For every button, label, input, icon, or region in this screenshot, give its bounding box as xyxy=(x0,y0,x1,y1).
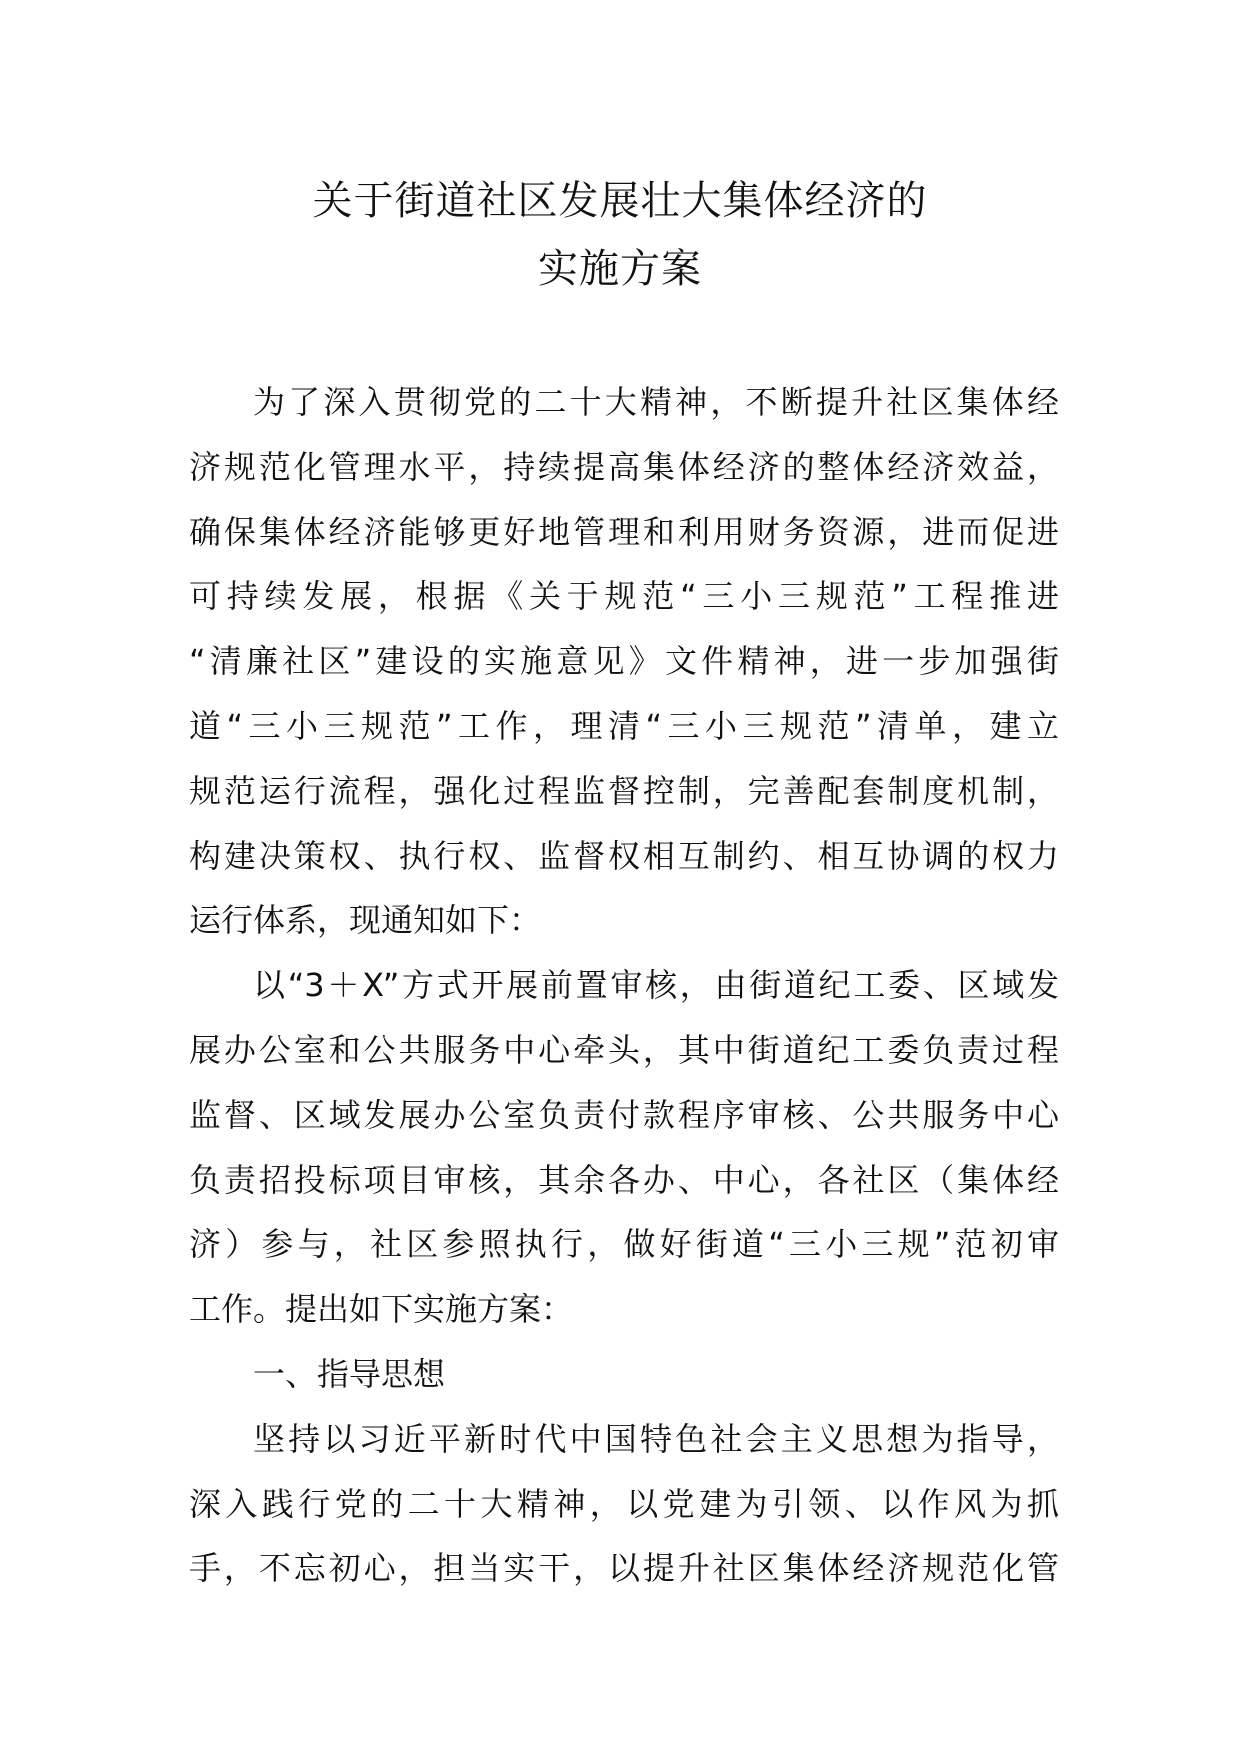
paragraph-3-line-1: 坚持以习近平新时代中国特色社会主义思想为指导， xyxy=(253,1419,1059,1458)
paragraph-1-line-1: 为了深入贯彻党的二十大精神，不断提升社区集体经 xyxy=(253,383,1059,421)
section-heading-guiding-ideology: 一、指导思想 xyxy=(253,1354,446,1393)
paragraph-1-line-6: 道“三小三规范”工作，理清“三小三规范”清单，建立 xyxy=(189,706,1059,745)
paragraph-2-line-4: 负责招投标项目审核，其余各办、中心，各社区（集体经 xyxy=(189,1160,1059,1199)
paragraph-1-line-2: 济规范化管理水平，持续提高集体经济的整体经济效益， xyxy=(189,447,1059,486)
paragraph-1-line-5: “清廉社区”建设的实施意见》文件精神，进一步加强街 xyxy=(189,642,1059,681)
paragraph-1-line-9: 运行体系，现通知如下： xyxy=(189,901,542,940)
paragraph-1-line-4: 可持续发展，根据《关于规范“三小三规范”工程推进 xyxy=(189,577,1059,616)
paragraph-2-line-1: 以“3＋X”方式开展前置审核，由街道纪工委、区域发 xyxy=(253,966,1059,1005)
paragraph-1-line-8: 构建决策权、执行权、监督权相互制约、相互协调的权力 xyxy=(189,836,1059,875)
document-title-line-2: 实施方案 xyxy=(538,246,702,292)
paragraph-1-line-3: 确保集体经济能够更好地管理和利用财务资源，进而促进 xyxy=(189,512,1059,551)
paragraph-3-line-2: 深入践行党的二十大精神，以党建为引领、以作风为抓 xyxy=(189,1484,1059,1523)
paragraph-2-line-2: 展办公室和公共服务中心牵头，其中街道纪工委负责过程 xyxy=(189,1030,1059,1069)
paragraph-2-line-3: 监督、区域发展办公室负责付款程序审核、公共服务中心 xyxy=(189,1095,1059,1134)
paragraph-1-line-7: 规范运行流程，强化过程监督控制，完善配套制度机制， xyxy=(189,771,1059,810)
document-body xyxy=(189,370,1059,1601)
document-title-line-1: 关于街道社区发展壮大集体经济的 xyxy=(312,178,928,224)
paragraph-2-line-6: 工作。提出如下实施方案： xyxy=(189,1290,574,1329)
paragraph-3-line-3: 手，不忘初心，担当实干，以提升社区集体经济规范化管 xyxy=(189,1549,1059,1588)
paragraph-2-line-5: 济）参与，社区参照执行，做好街道“三小三规”范初审 xyxy=(189,1225,1059,1264)
